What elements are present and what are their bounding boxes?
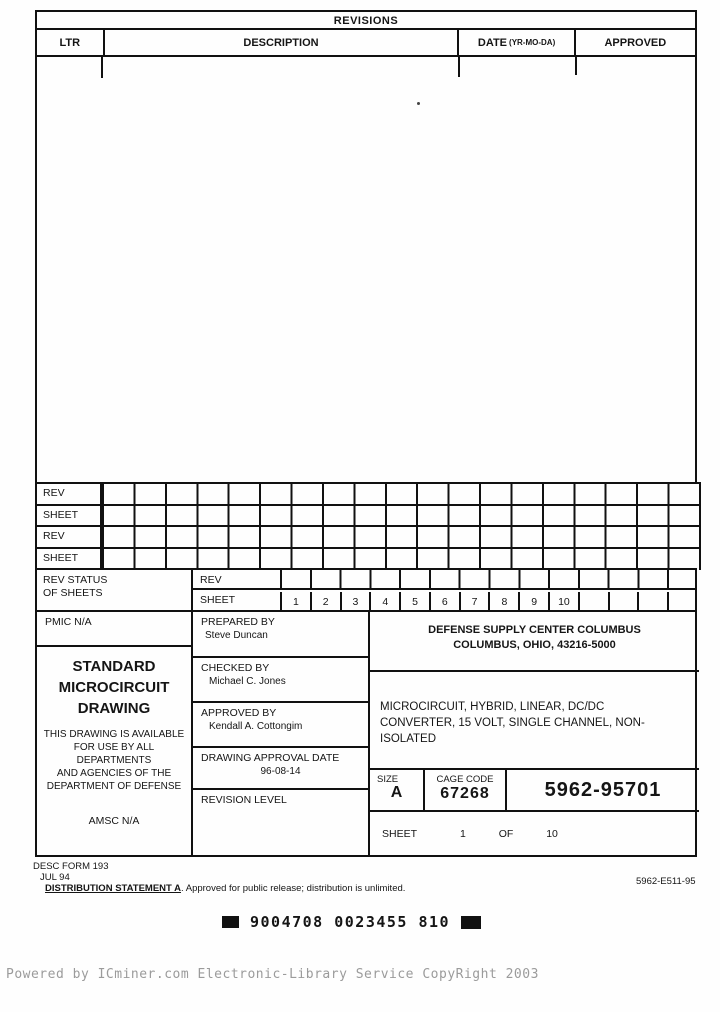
sheet-status-cell: 4 <box>369 592 399 610</box>
sheet-row-2-label: SHEET <box>37 549 102 571</box>
revisions-title: REVISIONS <box>35 10 697 30</box>
agency-cell <box>370 612 699 672</box>
ltr-column-stub <box>101 57 103 78</box>
sheet-row-1-label: SHEET <box>37 506 102 528</box>
rev-row-2 <box>35 525 701 549</box>
sheet-label: SHEET <box>382 828 418 840</box>
sheet-status-cell: 9 <box>518 592 548 610</box>
part-number: 5962-95701 <box>544 779 662 801</box>
rev-status-sheet-label: SHEET <box>193 592 282 610</box>
agency-line2: COLUMBUS, OHIO, 43216-5000 <box>453 639 616 651</box>
col-ltr: LTR <box>37 30 105 55</box>
distribution-statement-text: . Approved for public release; distribution is unlimited. <box>180 883 406 894</box>
rev-status-label-line1: REV STATUS <box>43 574 108 586</box>
approval-date-cell <box>193 748 370 790</box>
cage-code-cell <box>425 770 507 810</box>
rev-status-rev-row <box>193 570 697 590</box>
rev-row-1 <box>35 482 701 506</box>
prepared-by-cell <box>193 612 370 658</box>
item-title: MICROCIRCUIT, HYBRID, LINEAR, DC/DC CONVERTER, 15 VOLT, SINGLE CHANNEL, NON- ISOLATED <box>380 701 645 745</box>
sheet-status-cell: 8 <box>488 592 518 610</box>
rev-status-label-cell <box>37 570 193 610</box>
size-cell <box>370 770 425 810</box>
col-date-units: (YR-MO-DA) <box>509 38 556 47</box>
sheet-of-label: OF <box>498 828 514 840</box>
agency-name <box>370 612 699 653</box>
size-cage-pn-row <box>370 770 699 812</box>
item-title-cell <box>370 672 699 770</box>
watermark-text: Powered by ICminer.com Electronic-Library Service CopyRight 2003 <box>6 967 539 982</box>
smd-title-line2: MICROCIRCUIT <box>58 679 170 696</box>
revision-level-cell <box>193 790 370 857</box>
sheet-row-1-cells <box>102 506 699 528</box>
checked-by-cell <box>193 658 370 703</box>
rev-status-rev-cells <box>282 570 697 588</box>
prepared-by-label: PREPARED BY <box>201 616 275 628</box>
col-date-label: DATE <box>477 36 508 49</box>
smd-title-line3: DRAWING <box>77 700 151 717</box>
rev-status-band <box>35 568 697 612</box>
document-reference: 5962-E511-95 <box>636 876 696 887</box>
sheet-status-cell <box>667 592 697 610</box>
sheet-total: 10 <box>546 828 558 840</box>
prepared-by-name: Steve Duncan <box>205 630 268 641</box>
sheet-status-cell: 7 <box>459 592 489 610</box>
sheet-count-row <box>370 812 699 857</box>
rev-row-1-cells <box>102 484 699 506</box>
form-id: DESC FORM 193 <box>33 861 109 872</box>
sheet-status-cell: 1 <box>292 596 299 608</box>
sheet-status-cell: 3 <box>340 592 370 610</box>
size-label: SIZE <box>377 774 399 785</box>
sheet-status-cell <box>608 592 638 610</box>
approved-by-label: APPROVED BY <box>201 707 277 719</box>
pmic-label: PMIC N/A <box>45 616 92 628</box>
pmic-cell <box>37 612 193 647</box>
revision-level-label: REVISION LEVEL <box>201 794 287 806</box>
date-column-stub <box>458 57 460 77</box>
checked-by-label: CHECKED BY <box>201 662 270 674</box>
barcode-end-block-icon <box>461 916 481 929</box>
sheet-row-2-cells <box>102 549 699 571</box>
scan-speck <box>417 102 420 105</box>
smd-cell <box>37 647 193 857</box>
smd-title <box>37 656 191 719</box>
sheet-status-cell: 6 <box>429 592 459 610</box>
sheet-status-cell <box>578 592 608 610</box>
col-approved: APPROVED <box>604 36 667 49</box>
rev-row-2-label: REV <box>37 527 102 549</box>
sheet-status-cell: 5 <box>399 592 429 610</box>
col-description: DESCRIPTION <box>105 30 460 55</box>
rev-row-2-cells <box>102 527 699 549</box>
availability-statement: THIS DRAWING IS AVAILABLE FOR USE BY ALL DEPARTMENTS AND AGENCIES OF THE DEPARTMENT OF DEFENSE <box>43 729 185 792</box>
sheet-number: 1 <box>459 828 466 840</box>
revisions-header-row <box>35 30 697 57</box>
rev-row-1-label: REV <box>37 484 102 506</box>
rev-status-rev-label: REV <box>193 570 282 588</box>
sheet-row-1 <box>35 504 701 528</box>
form-date: JUL 94 <box>40 872 70 883</box>
title-block <box>35 612 697 857</box>
smd-title-line1: STANDARD <box>72 658 156 675</box>
agency-line1: DEFENSE SUPPLY CENTER COLUMBUS <box>428 624 641 636</box>
distribution-statement <box>45 884 405 894</box>
col-date <box>459 30 575 55</box>
rev-status-label-line2: OF SHEETS <box>43 587 103 599</box>
cage-code-label: CAGE CODE <box>436 774 494 785</box>
barcode-line <box>222 913 481 931</box>
size-value: A <box>390 784 403 801</box>
revisions-empty-area <box>35 57 697 482</box>
sheet-status-cell: 2 <box>310 592 340 610</box>
amsc-label: AMSC N/A <box>88 815 140 827</box>
barcode-text: 9004708 0023455 810 <box>250 913 451 931</box>
approved-column-stub <box>575 57 577 75</box>
checked-by-name: Michael C. Jones <box>209 676 286 687</box>
approved-by-cell <box>193 703 370 748</box>
barcode-start-block-icon <box>222 916 239 928</box>
approval-date-value: 96-08-14 <box>260 766 301 777</box>
rev-status-sheet-cells <box>282 592 697 610</box>
part-number-cell <box>507 770 699 810</box>
cage-code-value: 67268 <box>440 785 490 802</box>
sheet-status-cell <box>637 592 667 610</box>
sheet-row-2 <box>35 547 701 571</box>
sheet-status-cell: 10 <box>548 592 578 610</box>
distribution-statement-label: DISTRIBUTION STATEMENT A <box>45 883 181 894</box>
approved-by-name: Kendall A. Cottongim <box>209 721 303 732</box>
rev-status-sheet-row <box>193 592 697 610</box>
approval-date-label: DRAWING APPROVAL DATE <box>201 752 340 764</box>
